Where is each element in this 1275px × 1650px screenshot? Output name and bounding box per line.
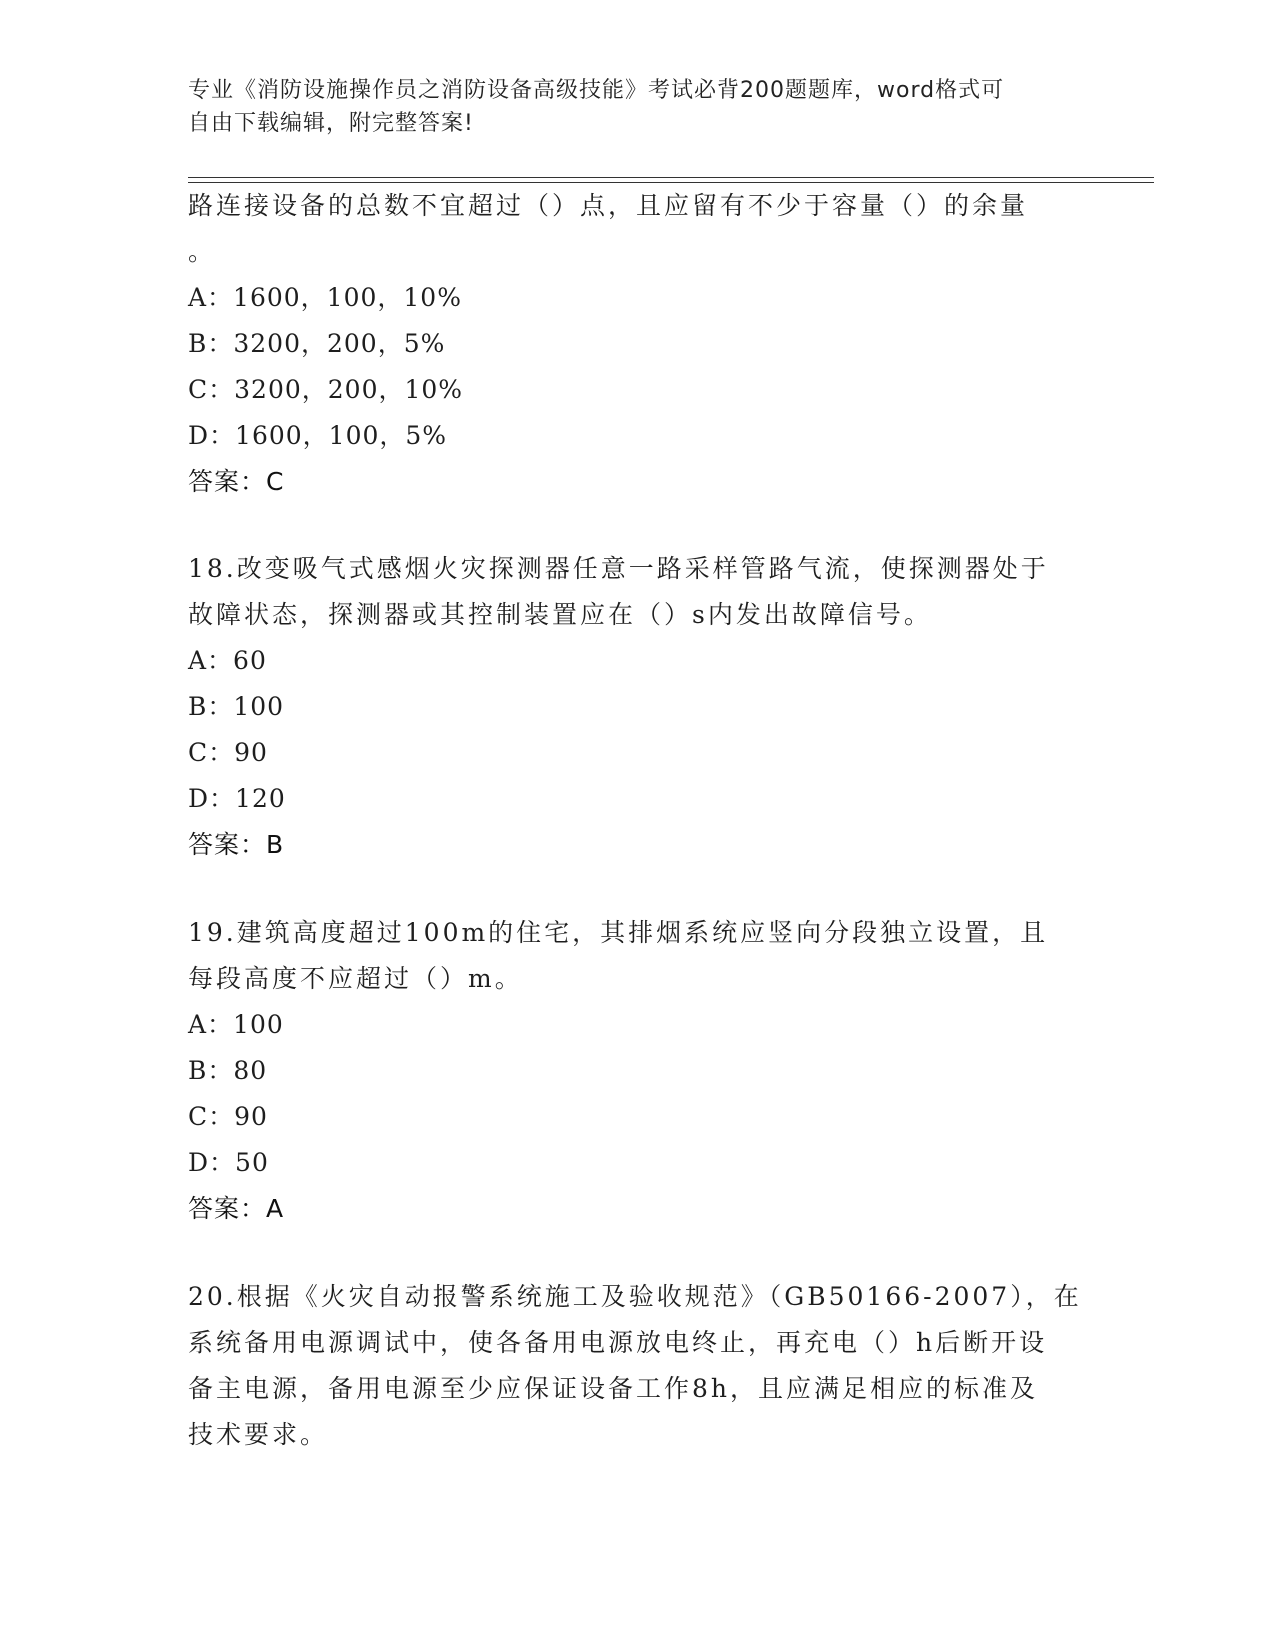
answer-label: 答案：B [188, 830, 285, 859]
question-text-line: 。 [188, 237, 217, 266]
header-line-2: 自由下载编辑，附完整答案! [188, 111, 474, 136]
question-text-line: 备主电源，备用电源至少应保证设备工作8h，且应满足相应的标准及 [188, 1374, 1039, 1403]
option-d: D：120 [188, 784, 286, 813]
option-d: D：1600，100，5% [188, 421, 448, 450]
question-text-line: 19.建筑高度超过100m的住宅，其排烟系统应竖向分段独立设置，且 [188, 918, 1049, 947]
question-text-line: 每段高度不应超过（）m。 [188, 964, 523, 993]
question-text-line: 20.根据《火灾自动报警系统施工及验收规范》（GB50166-2007），在 [188, 1282, 1082, 1311]
question-text-line: 故障状态，探测器或其控制装置应在（）s内发出故障信号。 [188, 600, 932, 629]
question-text-line: 18.改变吸气式感烟火灾探测器任意一路采样管路气流，使探测器处于 [188, 554, 1049, 583]
option-c: C：3200，200，10% [188, 375, 464, 404]
option-b: B：3200，200，5% [188, 329, 446, 358]
answer-label: 答案：A [188, 1194, 285, 1223]
question-text-line: 系统备用电源调试中，使各备用电源放电终止，再充电（）h后断开设 [188, 1328, 1048, 1357]
question-19 [188, 910, 1088, 1232]
document-header [188, 74, 1088, 140]
question-17 [188, 183, 1088, 505]
option-a: A：100 [188, 1010, 284, 1039]
question-text-line: 技术要求。 [188, 1420, 329, 1449]
option-a: A：60 [188, 646, 267, 675]
option-b: B：100 [188, 692, 285, 721]
option-b: B：80 [188, 1056, 268, 1085]
option-a: A：1600，100，10% [188, 283, 462, 312]
option-c: C：90 [188, 1102, 268, 1131]
question-text-line: 路连接设备的总数不宜超过（）点，且应留有不少于容量（）的余量 [188, 191, 1029, 220]
question-20 [188, 1274, 1088, 1458]
header-line-1: 专业《消防设施操作员之消防设备高级技能》考试必背200题题库，word格式可 [188, 78, 1005, 103]
header-divider-top [188, 177, 1154, 178]
option-d: D：50 [188, 1148, 269, 1177]
option-c: C：90 [188, 738, 268, 767]
question-18 [188, 546, 1088, 868]
answer-label: 答案：C [188, 467, 285, 496]
